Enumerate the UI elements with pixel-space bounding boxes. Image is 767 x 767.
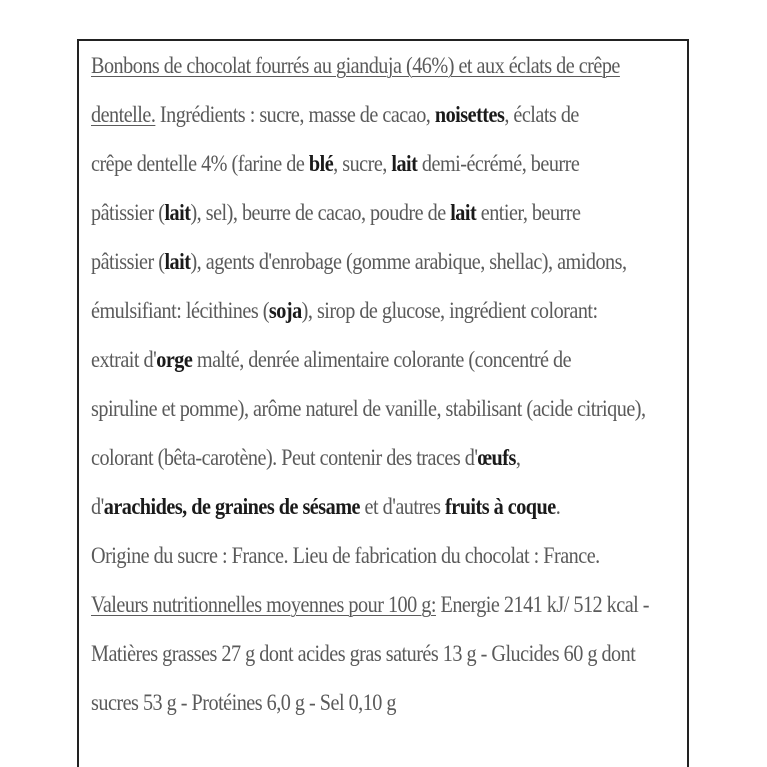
allergen-text: lait: [450, 200, 477, 226]
label-text-segment: ), sel), beurre de cacao, poudre de: [190, 200, 451, 226]
label-text-segment: spiruline et pomme), arôme naturel de vanille, stabilisant (acide citrique),: [91, 396, 646, 422]
label-text-segment: ), agents d'enrobage (gomme arabique, shellac), amidons,: [190, 249, 627, 275]
label-text-segment: entier, beurre: [476, 200, 581, 226]
label-line: [91, 238, 627, 287]
label-text-segment: ,: [515, 445, 521, 471]
label-line: [91, 42, 620, 91]
allergen-text: œufs: [477, 445, 516, 471]
label-text-segment: Origine du sucre : France. Lieu de fabrication du chocolat : France.: [91, 543, 600, 569]
allergen-text: lait: [164, 249, 191, 275]
label-line: [91, 483, 604, 532]
label-line: [91, 385, 646, 434]
label-line: [91, 91, 604, 140]
allergen-text: lait: [391, 151, 418, 177]
underlined-text: dentelle.: [91, 102, 156, 128]
allergen-text: lait: [164, 200, 191, 226]
label-text-segment: , sucre,: [333, 151, 392, 177]
underlined-text: Bonbons de chocolat fourrés au gianduja (46%) et aux éclats de crêpe: [91, 53, 620, 79]
label-line: [91, 140, 604, 189]
allergen-text: fruits à coque: [445, 494, 556, 520]
label-text-segment: Matières grasses 27 g dont acides gras saturés 13 g - Glucides 60 g dont: [91, 641, 636, 667]
allergen-text: noisettes: [434, 102, 505, 128]
label-text-segment: ), sirop de glucose, ingrédient colorant:: [301, 298, 598, 324]
label-line: [91, 630, 636, 679]
label-text-segment: pâtissier (: [91, 200, 165, 226]
label-text-segment: crêpe dentelle 4% (farine de: [91, 151, 309, 177]
label-text-segment: extrait d': [91, 347, 157, 373]
label-text-segment: demi-écrémé, beurre: [417, 151, 580, 177]
allergen-text: orge: [156, 347, 193, 373]
underlined-text: Valeurs nutritionnelles moyennes pour 100 g:: [91, 592, 436, 618]
label-line: [91, 532, 604, 581]
allergen-text: soja: [268, 298, 302, 324]
label-line: [91, 434, 604, 483]
label-text-segment: Ingrédients : sucre, masse de cacao,: [155, 102, 435, 128]
label-line: [91, 679, 604, 728]
label-text-segment: émulsifiant: lécithines (: [91, 298, 269, 324]
label-text-segment: Energie 2141 kJ/ 512 kcal -: [435, 592, 650, 618]
label-line: [91, 287, 604, 336]
label-text-segment: colorant (bêta-carotène). Peut contenir des traces d': [91, 445, 478, 471]
label-text-segment: .: [555, 494, 561, 520]
ingredient-label-text: [91, 42, 650, 728]
label-line: [91, 581, 650, 630]
label-text-segment: , éclats de: [504, 102, 579, 128]
label-text-segment: d': [91, 494, 104, 520]
label-line: [91, 189, 604, 238]
label-line: [91, 336, 604, 385]
allergen-text: blé: [308, 151, 334, 177]
label-text-segment: et d'autres: [359, 494, 446, 520]
label-text-segment: pâtissier (: [91, 249, 165, 275]
label-text-segment: malté, denrée alimentaire colorante (concentré de: [192, 347, 572, 373]
label-text-segment: sucres 53 g - Protéines 6,0 g - Sel 0,10 g: [91, 690, 397, 716]
allergen-text: arachides, de graines de sésame: [103, 494, 360, 520]
